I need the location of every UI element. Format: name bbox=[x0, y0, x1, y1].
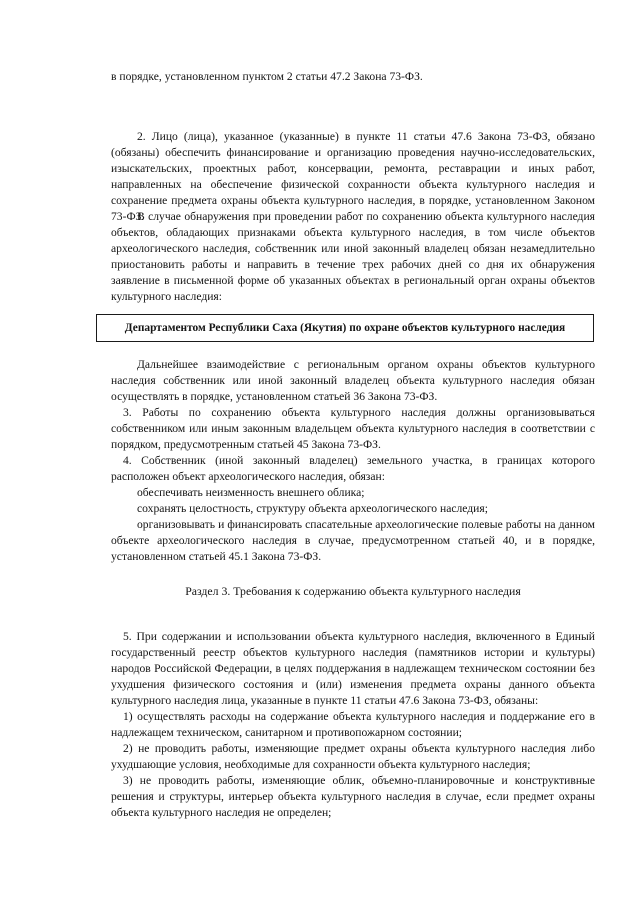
paragraph-4-item-2: сохранять целостность, структуру объекта археологического наследия; bbox=[137, 502, 488, 515]
top-line: в порядке, установленном пунктом 2 статьи 47.2 Закона 73-ФЗ. bbox=[111, 70, 423, 83]
interaction-paragraph: Дальнейшее взаимодействие с региональным органом охраны объектов культурного наследия собственник или иной законный владелец объекта культурного наследия обязан осуществлять в порядке, установленном статьей 36 Закона 73-ФЗ. bbox=[111, 358, 595, 403]
paragraph-2: 2. Лицо (лица), указанное (указанные) в пункте 11 статьи 47.6 Закона 73-ФЗ, обязано (обязаны) обеспечить финансирование и организацию проведения научно-исследовательских, изыскательских, проектных работ, консервации, ремонта, реставрации и иных работ, направленных на обеспечение физической сохранности объекта культурного наследия и сохранение предмета охраны объекта культурного наследия, в порядке, установленном Законом 73-ФЗ. bbox=[111, 130, 595, 223]
paragraph-5-item-3: 3) не проводить работы, изменяющие облик, объемно-планировочные и конструктивные решения и структуры, интерьер объекта культурного наследия в случае, если предмет охраны объекта культурного наследия не определен; bbox=[111, 774, 595, 819]
paragraph-5-item-1: 1) осуществлять расходы на содержание объекта культурного наследия и поддержание его в надлежащем техническом, санитарном и противопожарном состоянии; bbox=[111, 710, 595, 739]
paragraph-5-item-2: 2) не проводить работы, изменяющие предмет охраны объекта культурного наследия либо ухудшающие условия, необходимые для сохранности объекта культурного наследия; bbox=[111, 742, 595, 771]
discovery-paragraph-block bbox=[111, 209, 595, 305]
paragraph-3-block bbox=[111, 405, 595, 453]
paragraph-4-item-1: обеспечивать неизменность внешнего облика; bbox=[137, 486, 365, 499]
paragraph-4-item-3: организовывать и финансировать спасательные археологические полевые работы на данном объекте археологического наследия в случае, предусмотренном статьей 40, и в порядке, установленном статьей 45.1 Закона 73-ФЗ. bbox=[111, 518, 595, 563]
interaction-paragraph-block bbox=[111, 357, 595, 405]
paragraph-4: 4. Собственник (иной законный владелец) земельного участка, в границах которого расположен объект археологического наследия, обязан: bbox=[111, 454, 595, 483]
discovery-paragraph: В случае обнаружения при проведении работ по сохранению объекта культурного наследия объектов, обладающих признаками объекта культурного наследия, в том числе объектов археологического наследия, собственник или иной законный владелец обязан незамедлительно приостановить работы и направить в течение трех рабочих дней со дня их обнаружения заявление в письменной форме об указанных объектах в региональный орган охраны объектов культурного наследия: bbox=[111, 210, 595, 303]
authority-box: Департаментом Республики Саха (Якутия) по охране объектов культурного наследия bbox=[96, 314, 594, 342]
paragraph-5-block bbox=[111, 629, 595, 821]
paragraph-5: 5. При содержании и использовании объекта культурного наследия, включенного в Единый государственный реестр объектов культурного наследия (памятников истории и культуры) народов Российской Федерации, в целях поддержания в надлежащем техническом состоянии без ухудшения физического состояния и (или) изменения предмета охраны данного объекта культурного наследия лица, указанные в пункте 11 статьи 47.6 Закона 73-ФЗ, обязаны: bbox=[111, 630, 595, 707]
paragraph-3: 3. Работы по сохранению объекта культурного наследия должны организовываться собственником или иным законным владельцем объекта культурного наследия в соответствии с порядком, предусмотренным статьей 45 Закона 73-ФЗ. bbox=[111, 406, 595, 451]
section-3-heading: Раздел 3. Требования к содержанию объекта культурного наследия bbox=[185, 584, 521, 598]
top-line-block bbox=[111, 69, 595, 85]
paragraph-4-block bbox=[111, 453, 595, 565]
